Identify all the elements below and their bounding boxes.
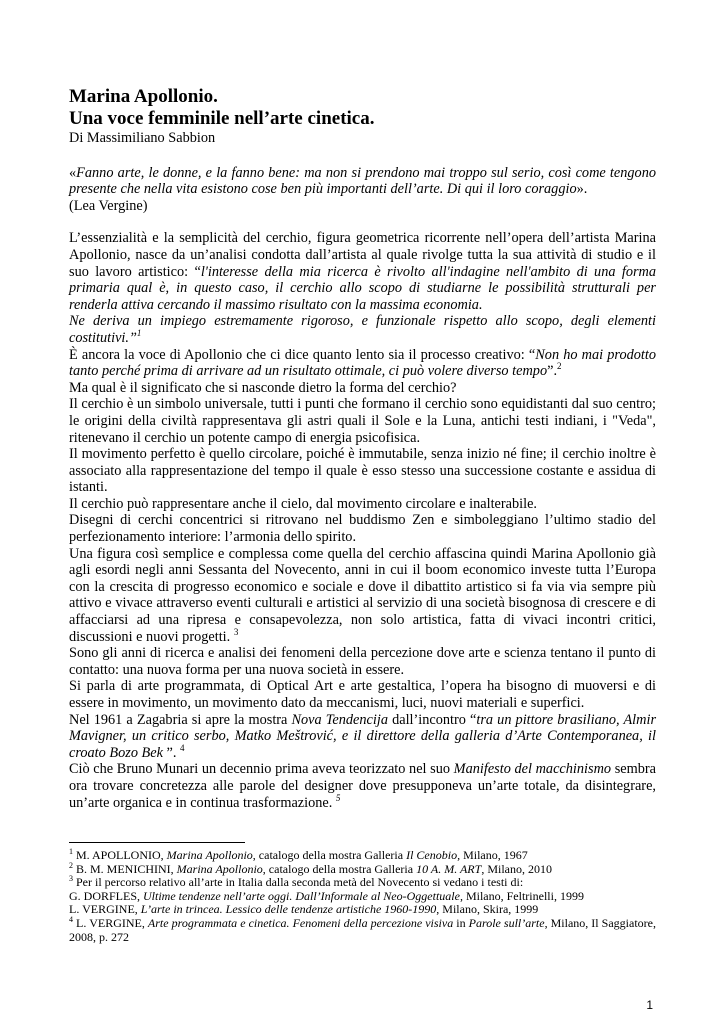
- footnote-ref-3: 3: [233, 626, 239, 637]
- title-line-2: Una voce femminile nell’arte cinetica.: [69, 108, 375, 129]
- paragraph-12: Nel 1961 a Zagabria si apre la mostra Nova Tendencija dall’incontro “tra un pittore brasiliano, Almir Mavigner, un critico serbo, Matko Meštrović, e il direttore della galleria d’Arte Contemporanea, il croato Bozo Bek ”. $^4$: [69, 711, 657, 761]
- footnote-3-ref-dorfles: G. DORFLES, Ultime tendenze nell’arte oggi. Dall’Informale al Neo-Oggettuale, Milano, Feltrinelli, 1999: [69, 888, 584, 903]
- paragraph-1: L’essenzialità e la semplicità del cerchio, figura geometrica ricorrente nell’opera dell’artista Marina Apollonio, nasce da un’analisi condotta dall’artista al quale rivolge tutta la sua attività di studio e il suo lavoro artistico: “l'interesse della mia ricerca è rivolto all'indagine nell'ambito di una forma primaria qual è, in questo caso, il cerchio allo scopo di studiarne le possibilità strutturali per renderla attiva cercando il massimo risultato con la massima economia.: [69, 230, 656, 313]
- author-byline: Di Massimiliano Sabbion: [69, 130, 216, 146]
- footnote-ref-4: 4: [180, 743, 185, 754]
- paragraph-11: Si parla di arte programmata, di Optical Art e arte gestaltica, l’opera ha bisogno di muoversi e di essere in movimento, un movimento dato da meccanismi, luci, nuovi materiali e superfici.: [69, 678, 656, 711]
- footnote-2: $^2$ B. M. MENICHINI, Marina Apollonio, catalogo della mostra Galleria 10 A. M. ART, Milano, 2010: [69, 860, 552, 876]
- title-line-1: Marina Apollonio.: [69, 86, 218, 107]
- epigraph-attribution: (Lea Vergine): [69, 197, 148, 214]
- paragraph-10: Sono gli anni di ricerca e analisi dei fenomeni della percezione dove arte e scienza tentano il punto di contatto: una nuova forma per una nuova società in essere.: [69, 645, 656, 678]
- footnote-separator: [69, 842, 245, 843]
- paragraph-9: Una figura così semplice e complessa come quella del cerchio affascina quindi Marina Apollonio già agli esordi negli anni Sessanta del Novecento, anni in cui il boom economico investe tutta l’Europa con la crescita di progresso economico e sociale e dove il dibattito artistico si fa via via sempre più attivo e vivace attraverso eventi culturali e artistici al servizio di una società bisognosa di crescere e di affacciarsi ad una ripresa e consapevolezza, non solo artistica, fatta di vivaci incontri critici, discussioni e nuovi progetti. $^3$: [69, 545, 656, 645]
- paragraph-3: È ancora la voce di Apollonio che ci dice quanto lento sia il processo creativo: “Non ho mai prodotto tanto perché prima di arrivare ad un risultato ottimale, ci può volere diverso tempo”.$^2$: [69, 346, 656, 380]
- paragraph-8: Disegni di cerchi concentrici si ritrovano nel buddismo Zen e simboleggiano l’ultimo stadio del perfezionamento interiore: l’armonia dello spirito.: [69, 512, 656, 546]
- paragraph-4: Ma qual è il significato che si nasconde dietro la forma del cerchio?: [69, 379, 457, 396]
- footnote-3-ref-vergine: L. VERGINE, L’arte in trincea. Lessico delle tendenze artistiche 1960-1990, Milano, Skira, 1999: [69, 902, 539, 917]
- footnote-4: $^4$ L. VERGINE, Arte programmata e cinetica. Fenomeni della percezione visiva in Parole sull’arte, Milano, Il Saggiatore, 2008, p. 272: [69, 914, 656, 944]
- paragraph-13: Ciò che Bruno Munari un decennio prima aveva teorizzato nel suo Manifesto del macchinismo sembra ora trovare concretezza alle parole del designer dove presupponeva un’arte totale, da disintegrare, un’arte organica e in continua trasformazione. $^5$: [69, 761, 656, 811]
- footnote-3: $^3$ Per il percorso relativo all’arte in Italia dalla seconda metà del Novecento si vedano i testi di:: [69, 874, 524, 890]
- paragraph-5: Il cerchio è un simbolo universale, tutti i punti che formano il cerchio sono equidistanti dal suo centro; le origini della civiltà rappresentava gli astri quali il Sole e la Luna, antichi testi indiani, i "Veda", ritenevano il cerchio un potente campo di energia psicofisica.: [69, 396, 656, 446]
- footnotes: [69, 842, 656, 944]
- paragraph-6: Il movimento perfetto è quello circolare, poiché è immutabile, senza inizio né fine; il cerchio inoltre è associato alla rappresentazione del tempo il quale è esso stesso una successione costante e assidua di istanti.: [69, 446, 656, 496]
- footnote-ref-2: 2: [557, 361, 562, 372]
- footnote-ref-5: 5: [335, 792, 341, 803]
- paragraph-7: Il cerchio può rappresentare anche il cielo, dal movimento circolare e inalterabile.: [69, 495, 537, 512]
- footnote-ref-1: 1: [136, 328, 142, 339]
- paragraph-2: Ne deriva un impiego estremamente rigoroso, e funzionale rispetto allo scopo, degli elementi costitutivi.”$^1$: [69, 313, 656, 346]
- page-number: 1: [646, 998, 653, 1012]
- footnote-1: $^1$ M. APOLLONIO, Marina Apollonio, catalogo della mostra Galleria Il Cenobio, Milano, 1967: [69, 847, 528, 862]
- epigraph-quote: «Fanno arte, le donne, e la fanno bene: ma non si prendono mai troppo sul serio, così come tengono presente che nella vita esistono cose ben più importanti dell’arte. Di qui il loro coraggio».: [69, 164, 656, 198]
